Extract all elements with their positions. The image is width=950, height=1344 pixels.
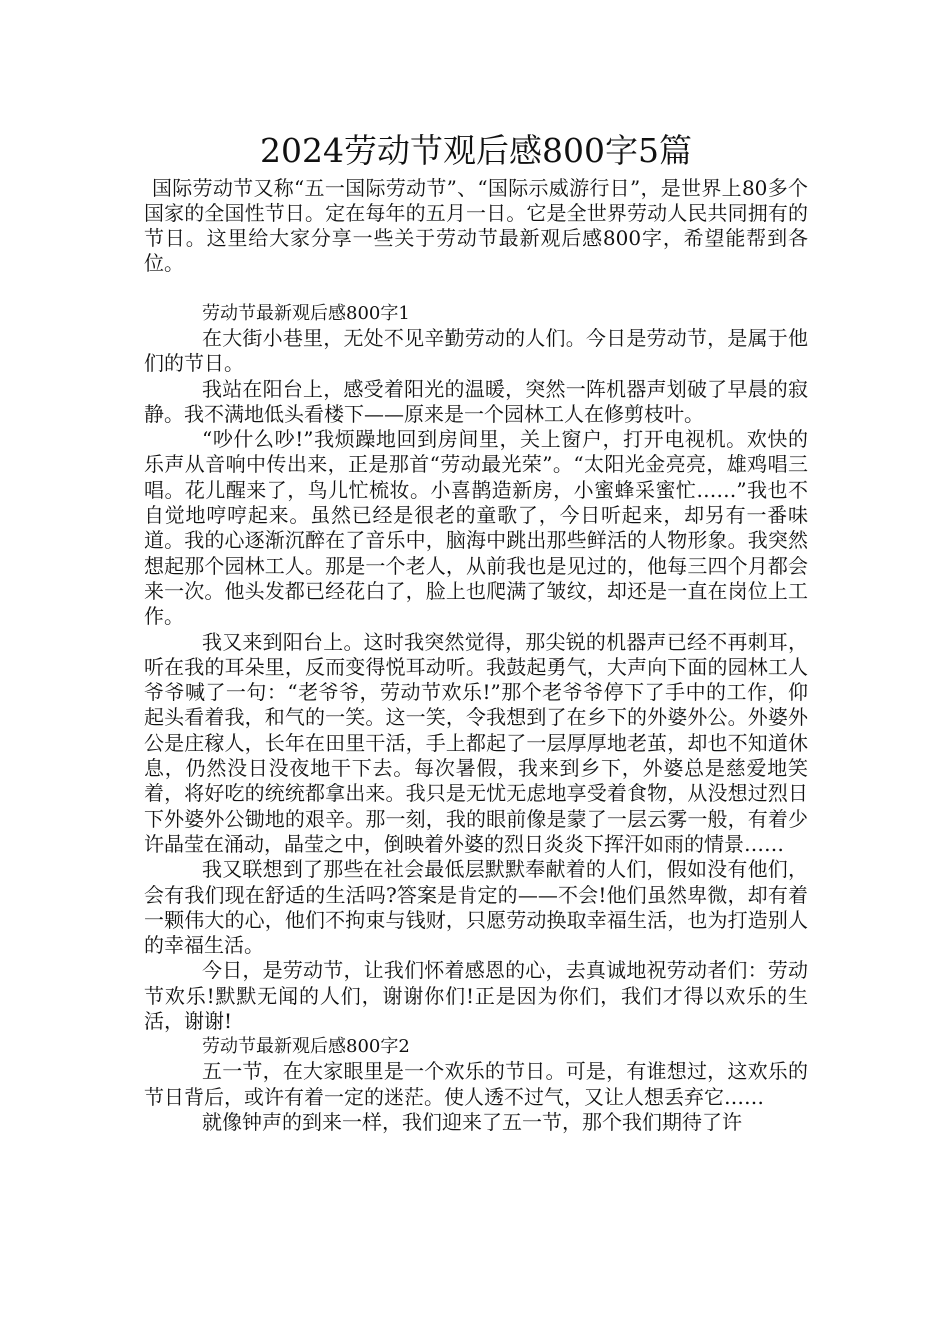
body-paragraph: 今日，是劳动节，让我们怀着感恩的心，去真诚地祝劳动者们：劳动节欢乐!默默无闻的人们，谢谢你们!正是因为你们，我们才得以欢乐的生活，谢谢! [144, 958, 808, 1034]
section-1 [144, 301, 808, 1034]
spacer [144, 276, 808, 301]
document-page [144, 128, 808, 1135]
body-paragraph: 在大街小巷里，无处不见辛勤劳动的人们。今日是劳动节，是属于他们的节日。 [144, 326, 808, 376]
body-paragraph: 就像钟声的到来一样，我们迎来了五一节，那个我们期待了许 [202, 1109, 742, 1134]
body-paragraph: 我站在阳台上，感受着阳光的温暖，突然一阵机器声划破了早晨的寂静。我不满地低头看楼下——原来是一个园林工人在修剪枝叶。 [144, 376, 808, 426]
body-paragraph: 我又联想到了那些在社会最低层默默奉献着的人们，假如没有他们，会有我们现在舒适的生活吗?答案是肯定的——不会!他们虽然卑微，却有着一颗伟大的心，他们不拘束与钱财，只愿劳动换取幸福生活，也为打造别人的幸福生活。 [144, 857, 808, 958]
section-2 [144, 1034, 808, 1135]
body-paragraph: “吵什么吵!”我烦躁地回到房间里，关上窗户，打开电视机。欢快的乐声从音响中传出来，正是那首“劳动最光荣”。“太阳光金亮亮，雄鸡唱三唱。花儿醒来了，鸟儿忙梳妆。小喜鹊造新房，小蜜蜂采蜜忙……”我也不自觉地哼哼起来。虽然已经是很老的童歌了，今日听起来，却另有一番味道。我的心逐渐沉醉在了音乐中，脑海中跳出那些鲜活的人物形象。我突然想起那个园林工人。那是一个老人，从前我也是见过的，他每三四个月都会来一次。他头发都已经花白了，脸上也爬满了皱纹，却还是一直在岗位上工作。 [144, 427, 808, 629]
body-paragraph: 我又来到阳台上。这时我突然觉得，那尖锐的机器声已经不再刺耳，听在我的耳朵里，反而变得悦耳动听。我鼓起勇气，大声向下面的园林工人爷爷喊了一句：“老爷爷，劳动节欢乐!”那个老爷爷停下了手中的工作，仰起头看着我，和气的一笑。这一笑，令我想到了在乡下的外婆外公。外婆外公是庄稼人，长年在田里干活，手上都起了一层厚厚地老茧，却也不知道休息，仍然没日没夜地干下去。每次暑假，我来到乡下，外婆总是慈爱地笑着，将好吃的统统都拿出来。我只是无忧无虑地享受着食物，从没想过烈日下外婆外公锄地的艰辛。那一刻，我的眼前像是蒙了一层云雾一般，有着少许晶莹在涌动，晶莹之中，倒映着外婆的烈日炎炎下挥汗如雨的情景…… [144, 629, 808, 856]
section-heading: 劳动节最新观后感800字1 [202, 303, 410, 324]
body-paragraph: 五一节，在大家眼里是一个欢乐的节日。可是，有谁想过，这欢乐的节日背后，或许有着一定的迷茫。使人透不过气，又让人想丢弃它…… [144, 1059, 808, 1109]
intro-paragraph: 国际劳动节又称“五一国际劳动节”、“国际示威游行日”，是世界上80多个国家的全国性节日。定在每年的五月一日。它是全世界劳动人民共同拥有的节日。这里给大家分享一些关于劳动节最新观后感800字，希望能帮到各位。 [144, 176, 808, 275]
section-heading: 劳动节最新观后感800字2 [202, 1036, 410, 1058]
document-title: 2024劳动节观后感800字5篇 [260, 131, 692, 170]
